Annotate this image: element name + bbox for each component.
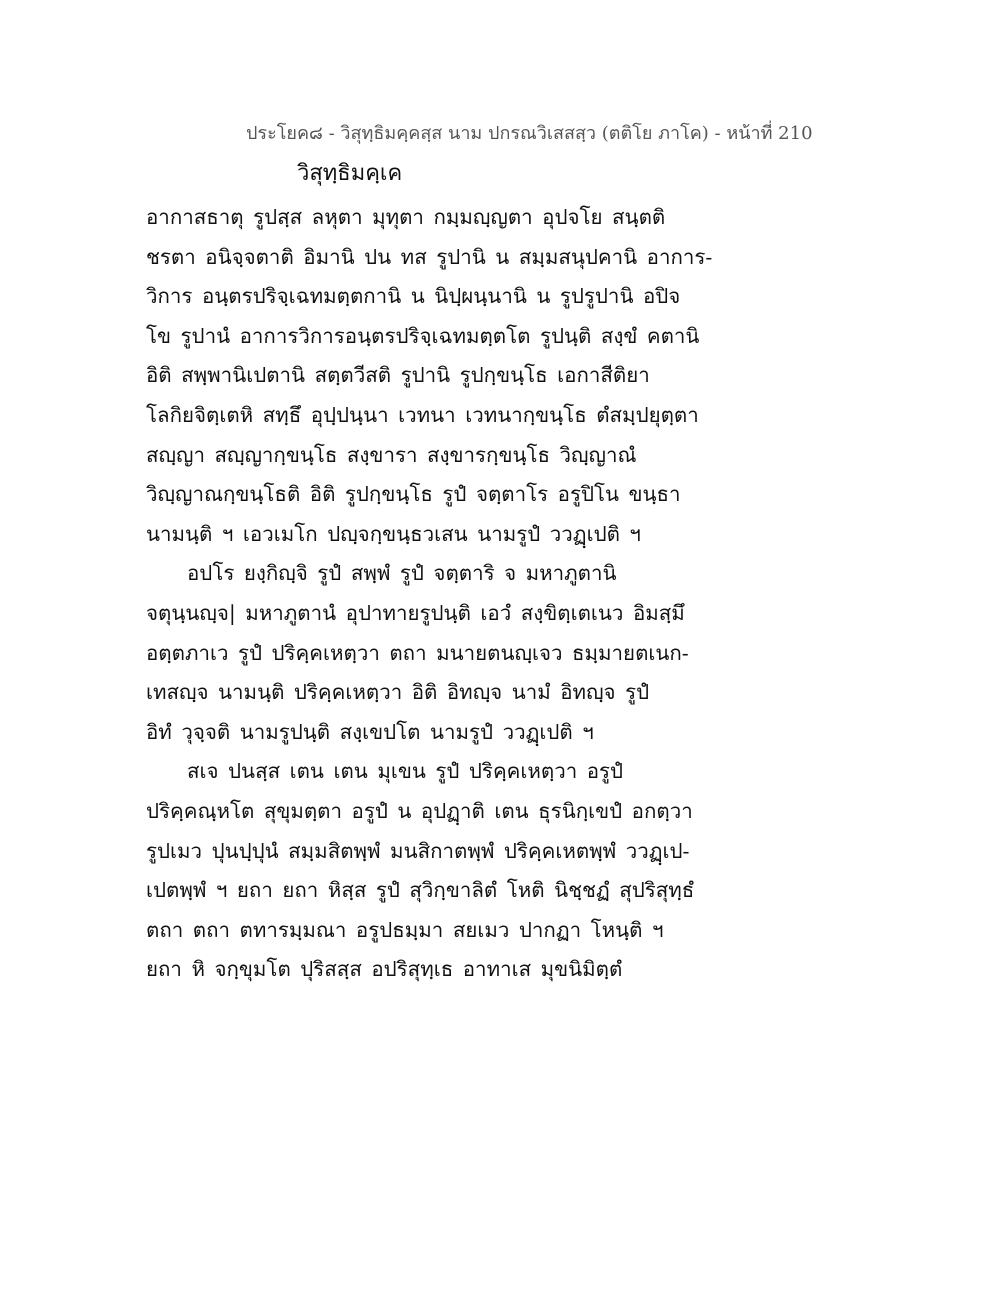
text-line: จตุนฺนญฺจ| มหาภูตานํ อุปาทายรูปนฺติ เอวํ สงฺขิตฺเตเนว อิมสฺมึ (146, 600, 685, 625)
text-line: อิติ สพฺพานิเปตานิ สตฺตวีสติ รูปานิ รูปกฺขนฺโธ เอกาสีติยา (146, 363, 650, 388)
text-line: ชรตา อนิจฺจตาติ อิมานิ ปน ทส รูปานิ น สมฺมสนุปคานิ อาการ- (146, 244, 713, 269)
running-header: ประโยค๘ - วิสุทฺธิมคฺคสฺส นาม ปกรณวิเสสสฺว (ตติโย ภาโค) - หน้าที่ 210 (246, 123, 813, 144)
text-line: เทสญฺจ นามนฺติ ปริคฺคเหตฺวา อิติ อิทญฺจ นามํ อิทญฺจ รูปํ (146, 680, 650, 705)
text-line: อิทํ วุจฺจติ นามรูปนฺติ สงฺเขปโต นามรูปํ ววฏฺเปติ ฯ (146, 719, 594, 744)
text-line: นามนฺติ ฯ เอวเมโก ปญฺจกฺขนฺธวเสน นามรูปํ ววฏฺเปติ ฯ (146, 521, 641, 546)
text-line: ปริคฺคณฺหโต สุขุมตฺตา อรูปํ น อุปฏฺาติ เตน ธุรนิกฺเขปํ อกตฺวา (146, 798, 693, 823)
text-line: โลกิยจิตฺเตหิ สทฺธึ อุปฺปนฺนา เวทนา เวทนากฺขนฺโธ ตํสมฺปยุตฺตา (146, 402, 699, 427)
text-line: วิญฺญาณกฺขนฺโธติ อิติ รูปกฺขนฺโธ รูปํ จตฺตาโร อรูปิโน ขนฺธา (146, 482, 681, 507)
text-line: โข รูปานํ อาการวิการอนฺตรปริจฺเฉทมตฺตโต รูปนฺติ สงฺขํ คตานิ (146, 323, 700, 348)
text-line: รูปเมว ปุนปฺปุนํ สมฺมสิตพฺพํ มนสิกาตพฺพํ ปริคฺคเหตพฺพํ ววฏฺเป- (146, 838, 690, 863)
text-line: วิการ อนฺตรปริจฺเฉทมตฺตกานิ น นิปฺผนฺนานิ น รูปรูปานิ อปิจ (146, 284, 681, 309)
text-line: อตฺตภาเว รูปํ ปริคฺคเหตฺวา ตถา มนายตนญฺเจว ธมฺมายตเนก- (146, 640, 689, 665)
text-line: อากาสธาตุ รูปสฺส ลหุตา มุทุตา กมฺมญฺญตา อุปจโย สนฺตติ (146, 205, 666, 229)
paragraph-start-line: สเจ ปนสฺส เตน เตน มุเขน รูปํ ปริคฺคเหตฺวา อรูปํ (187, 759, 624, 784)
body-text (146, 198, 713, 990)
text-line: สญฺญา สญฺญากฺขนฺโธ สงฺขารา สงฺขารกฺขนฺโธ วิญฺญาณํ (146, 442, 637, 467)
section-title: วิสุทฺธิมคฺเค (297, 161, 403, 186)
text-line: ตถา ตถา ตทารมฺมณา อรูปธมฺมา สยเมว ปากฏา โหนฺติ ฯ (146, 917, 664, 942)
text-line: ยถา หิ จกฺขุมโต ปุริสสฺส อปริสุทฺเธ อาทาเส มุขนิมิตฺตํ (146, 957, 623, 982)
paragraph-start-line: อปโร ยงฺกิญฺจิ รูปํ สพฺพํ รูปํ จตฺตาริ จ มหาภูตานิ (187, 561, 617, 586)
text-line: เปตพฺพํ ฯ ยถา ยถา หิสฺส รูปํ สุวิกฺขาลิตํ โหติ นิชฺชฏํ สุปริสุทฺธํ (146, 878, 695, 903)
